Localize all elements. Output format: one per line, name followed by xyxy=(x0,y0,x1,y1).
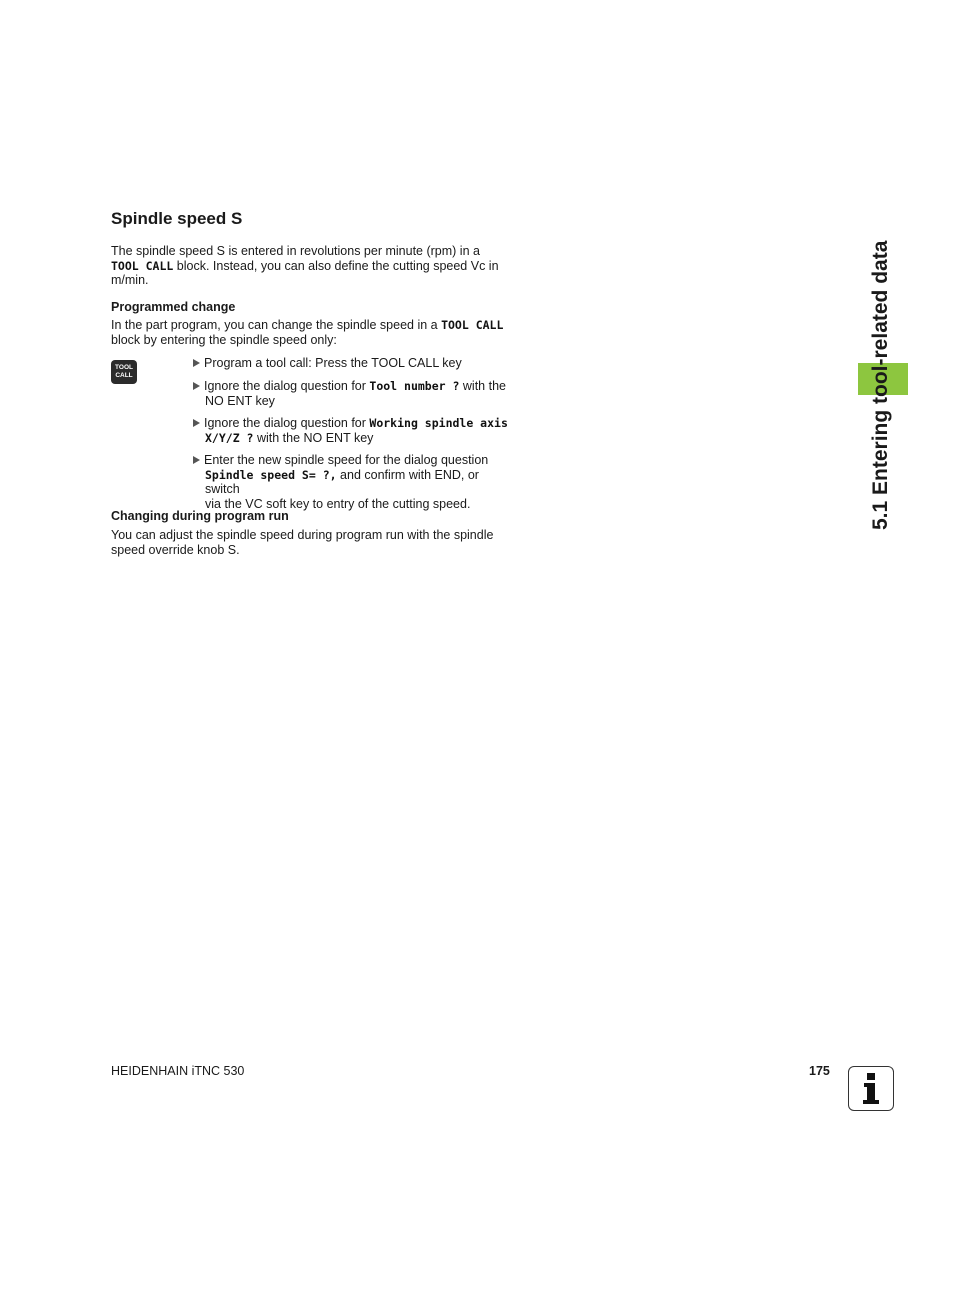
step-4-cont: via the VC soft key to entry of the cutting speed. xyxy=(205,496,471,511)
prog-text-1: In the part program, you can change the spindle speed in a xyxy=(111,318,442,332)
step-2-post: with the xyxy=(459,379,506,393)
step-3-post: with the NO ENT key xyxy=(253,430,374,445)
step-3-code: Working spindle axis xyxy=(369,416,508,430)
step-4-line-2 xyxy=(193,468,513,497)
arrow-icon xyxy=(193,382,200,390)
programmed-change-heading: Programmed change xyxy=(111,300,236,314)
arrow-icon xyxy=(193,359,200,367)
changing-during-run-heading: Changing during program run xyxy=(111,509,289,523)
intro-code: TOOL CALL xyxy=(111,258,174,273)
arrow-icon xyxy=(193,456,200,464)
step-2 xyxy=(193,379,513,408)
side-chapter-title: 5.1 Entering tool-related data xyxy=(869,240,892,530)
info-glyph-icon xyxy=(856,1071,886,1107)
page-number: 175 xyxy=(809,1064,830,1078)
step-3-pre: Ignore the dialog question for xyxy=(204,416,370,430)
tool-call-key-icon xyxy=(111,360,137,384)
footer-product-name: HEIDENHAIN iTNC 530 xyxy=(111,1064,245,1078)
section-title: Spindle speed S xyxy=(111,209,243,228)
key-line-1: TOOL xyxy=(115,364,133,371)
step-3 xyxy=(193,416,513,445)
step-4-post: and confirm with END, or switch xyxy=(205,467,479,496)
key-line-2: CALL xyxy=(115,372,133,379)
step-4 xyxy=(193,453,513,511)
prog-code: TOOL CALL xyxy=(441,318,504,332)
arrow-icon xyxy=(193,419,200,427)
prog-text-2: block by entering the spindle speed only: xyxy=(111,332,337,347)
step-1-text: Program a tool call: Press the TOOL CALL key xyxy=(204,356,462,370)
step-2-code: Tool number ? xyxy=(369,379,460,393)
step-4-code: Spindle speed S= ?, xyxy=(205,467,337,482)
step-3-code-2: X/Y/Z ? xyxy=(205,430,254,445)
run-text-2: speed override knob S. xyxy=(111,542,240,557)
intro-text-3: m/min. xyxy=(111,273,149,287)
step-3-cont xyxy=(193,431,513,446)
step-2-cont: NO ENT key xyxy=(205,393,275,408)
run-text-1: You can adjust the spindle speed during program run with the spindle xyxy=(111,528,494,542)
programmed-change-paragraph xyxy=(111,318,511,347)
intro-paragraph xyxy=(111,244,511,288)
intro-text-1: The spindle speed S is entered in revolutions per minute (rpm) in a xyxy=(111,244,480,258)
step-4-pre: Enter the new spindle speed for the dialog question xyxy=(204,453,489,467)
step-2-pre: Ignore the dialog question for xyxy=(204,379,370,393)
changing-during-run-paragraph xyxy=(111,528,511,557)
intro-text-2: block. Instead, you can also define the cutting speed Vc in xyxy=(173,258,499,273)
step-1 xyxy=(193,356,513,371)
info-icon xyxy=(848,1066,894,1111)
